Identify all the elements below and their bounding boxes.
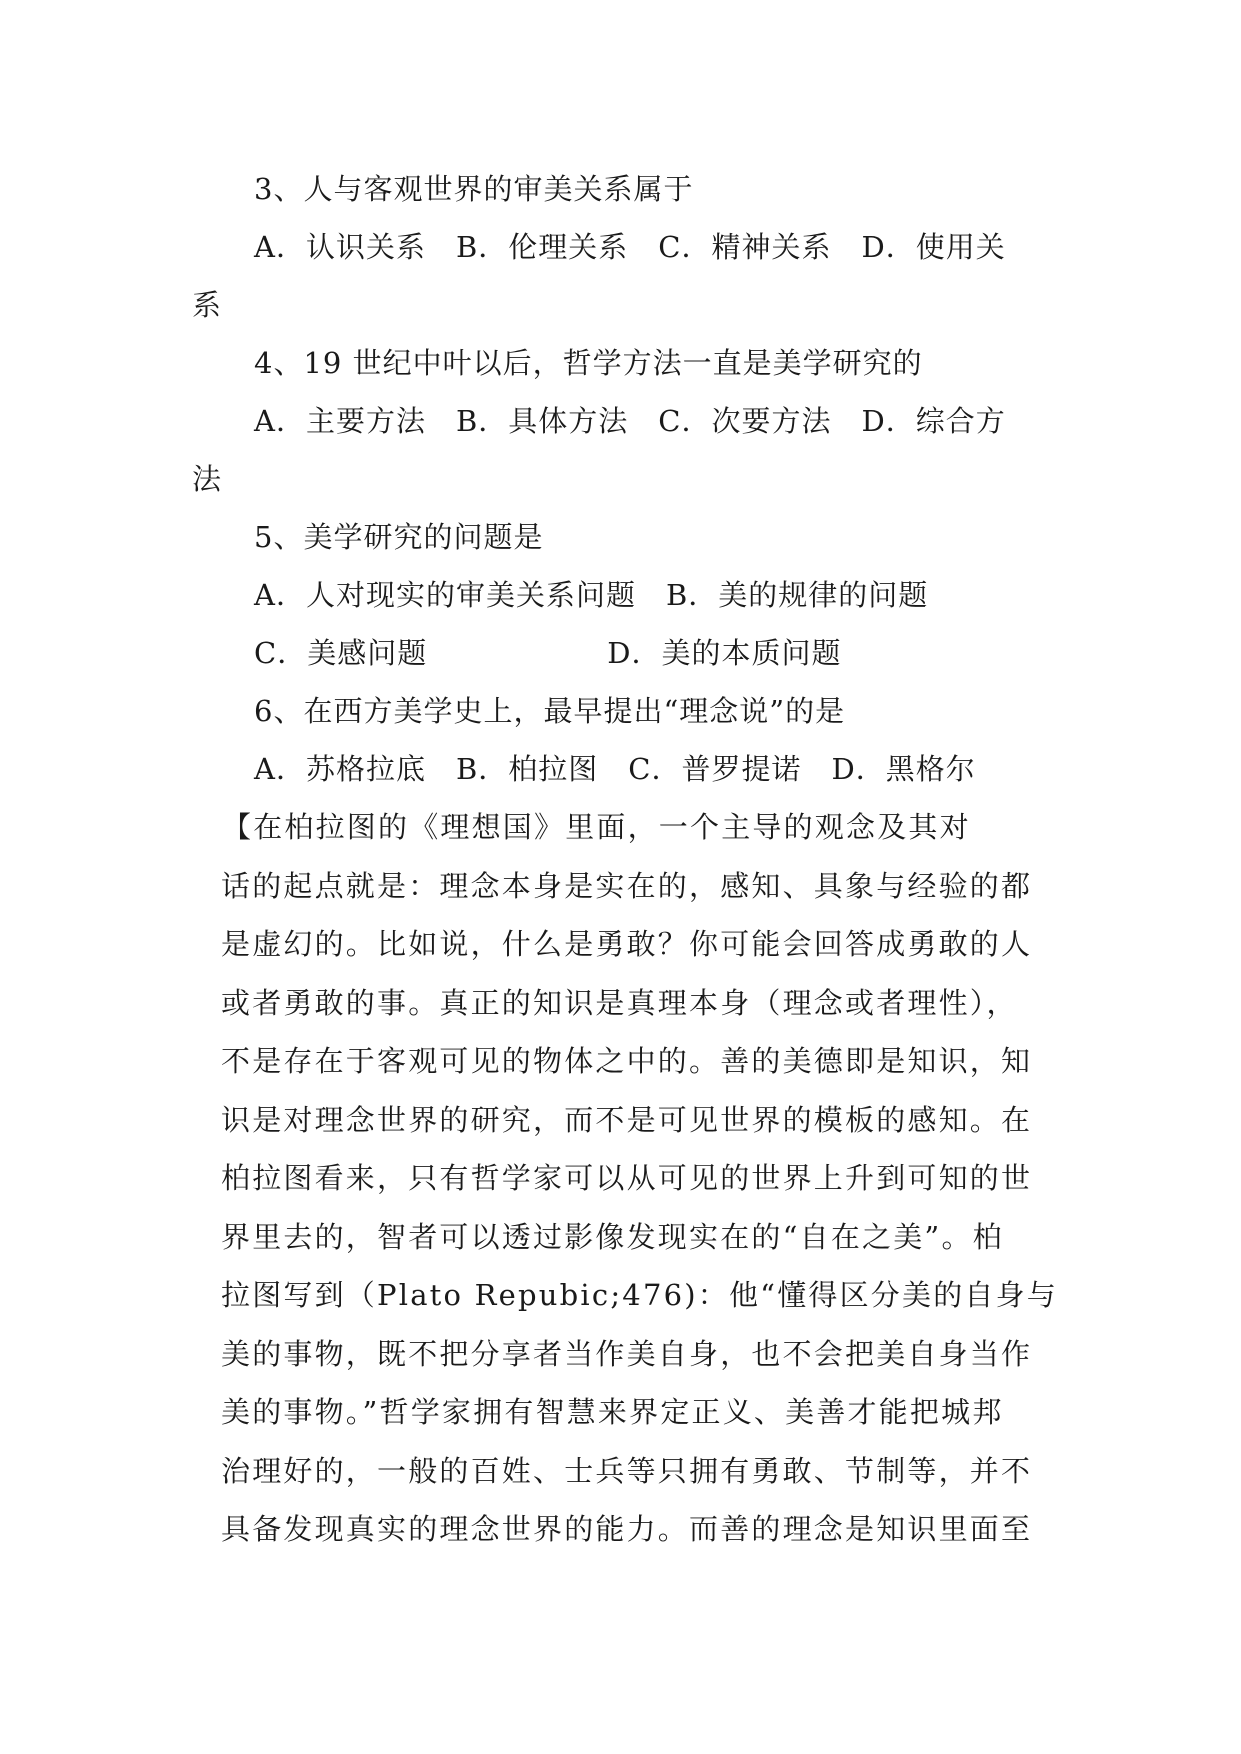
question-3-options: A．认识关系 B．伦理关系 C．精神关系 D．使用关 <box>254 230 1006 264</box>
commentary-line: 界里去的，智者可以透过影像发现实在的“自在之美”。柏 <box>221 1219 1004 1254</box>
commentary-line: 【在柏拉图的《理想国》里面，一个主导的观念及其对 <box>222 810 971 844</box>
commentary-line: 美的事物。”哲学家拥有智慧来界定正义、美善才能把城邦 <box>221 1395 1004 1429</box>
question-5-options-ab: A．人对现实的审美关系问题 B．美的规律的问题 <box>254 578 929 612</box>
question-3-stem: 3、人与客观世界的审美关系属于 <box>254 172 694 206</box>
question-4-options-wrap: 法 <box>192 462 223 496</box>
question-5-stem: 5、美学研究的问题是 <box>254 520 544 554</box>
commentary-line: 识是对理念世界的研究，而不是可见世界的模板的感知。在 <box>221 1102 1033 1137</box>
commentary-line: 话的起点就是：理念本身是实在的，感知、具象与经验的都 <box>221 868 1033 903</box>
commentary-line: 治理好的，一般的百姓、士兵等只拥有勇敢、节制等，并不 <box>221 1453 1033 1488</box>
question-6-options: A．苏格拉底 B．柏拉图 C．普罗提诺 D．黑格尔 <box>254 752 976 786</box>
commentary-line: 是虚幻的。比如说，什么是勇敢？你可能会回答成勇敢的人 <box>221 927 1033 961</box>
commentary-line: 或者勇敢的事。真正的知识是真理本身（理念或者理性）， <box>221 985 1018 1020</box>
question-4-options: A．主要方法 B．具体方法 C．次要方法 D．综合方 <box>254 404 1006 438</box>
question-5-options-cd: C．美感问题 D．美的本质问题 <box>254 636 842 670</box>
commentary-line: 美的事物，既不把分享者当作美自身，也不会把美自身当作 <box>221 1336 1033 1371</box>
commentary-line: 柏拉图看来，只有哲学家可以从可见的世界上升到可知的世 <box>221 1161 1033 1195</box>
commentary-line: 拉图写到（Plato Repubic;476)：他“懂得区分美的自身与 <box>221 1278 1058 1312</box>
question-6-stem: 6、在西方美学史上，最早提出“理念说”的是 <box>254 694 846 728</box>
commentary-line: 不是存在于客观可见的物体之中的。善的美德即是知识，知 <box>221 1044 1033 1078</box>
commentary-paragraph <box>192 798 1058 1559</box>
question-3-options-wrap: 系 <box>192 288 223 322</box>
question-4-stem: 4、19 世纪中叶以后，哲学方法一直是美学研究的 <box>254 346 923 380</box>
document-page <box>192 160 1058 1559</box>
commentary-line: 具备发现真实的理念世界的能力。而善的理念是知识里面至 <box>221 1512 1033 1546</box>
